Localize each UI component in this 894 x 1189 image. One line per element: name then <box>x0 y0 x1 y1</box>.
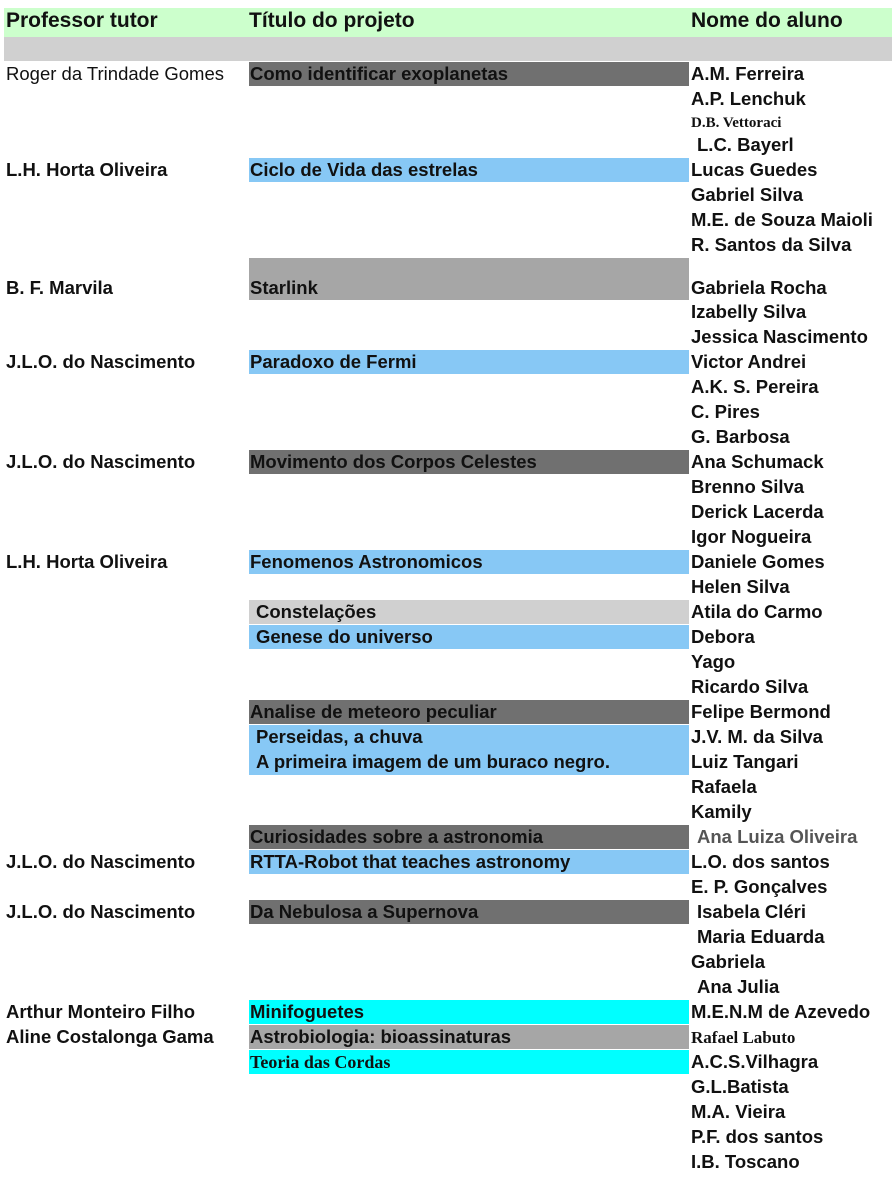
student-name: Helen Silva <box>691 576 790 597</box>
student-name: R. Santos da Silva <box>691 234 852 255</box>
project-cell <box>249 550 689 574</box>
tutor-cell: Roger da Trindade Gomes <box>6 63 225 84</box>
student-name: A.C.S.Vilhagra <box>691 1051 819 1072</box>
student-name: G.L.Batista <box>691 1076 789 1097</box>
project-title: Astrobiologia: bioassinaturas <box>250 1026 512 1047</box>
project-title: Perseidas, a chuva <box>256 726 423 747</box>
student-name: Gabriel Silva <box>691 184 804 205</box>
student-name: Izabelly Silva <box>691 301 807 322</box>
tutor-cell: Arthur Monteiro Filho <box>6 1001 196 1022</box>
project-title: Paradoxo de Fermi <box>250 351 417 372</box>
student-name: Daniele Gomes <box>691 551 825 572</box>
project-title: Como identificar exoplanetas <box>250 63 509 84</box>
project-cell <box>249 625 689 649</box>
tutor-cell: J.L.O. do Nascimento <box>6 851 196 872</box>
student-name: Ana Julia <box>697 976 780 997</box>
student-name: Victor Andrei <box>691 351 807 372</box>
student-name: Lucas Guedes <box>691 159 818 180</box>
header-project: Título do projeto <box>249 9 415 32</box>
project-cell <box>249 258 689 300</box>
student-name: Jessica Nascimento <box>691 326 868 347</box>
project-cell <box>249 1000 689 1024</box>
student-name: Igor Nogueira <box>691 526 812 547</box>
student-name: I.B. Toscano <box>691 1151 800 1172</box>
student-name: Rafaela <box>691 776 757 797</box>
student-name: A.K. S. Pereira <box>691 376 819 397</box>
student-name: Debora <box>691 626 755 647</box>
project-title: A primeira imagem de um buraco negro. <box>256 751 610 772</box>
project-title: Analise de meteoro peculiar <box>250 701 497 722</box>
tutor-cell: B. F. Marvila <box>6 277 113 298</box>
student-name: Isabela Cléri <box>697 901 807 922</box>
project-title: RTTA-Robot that teaches astronomy <box>250 851 571 872</box>
student-name: C. Pires <box>691 401 760 422</box>
student-name: Felipe Bermond <box>691 701 831 722</box>
student-name: Ana Schumack <box>691 451 824 472</box>
tutor-cell: L.H. Horta Oliveira <box>6 551 168 572</box>
student-name: M.E.N.M de Azevedo <box>691 1001 871 1022</box>
student-name: Ricardo Silva <box>691 676 809 697</box>
student-name: Maria Eduarda <box>697 926 825 947</box>
project-title: Genese do universo <box>256 626 433 647</box>
project-title: Teoria das Cordas <box>250 1052 391 1072</box>
student-name: Yago <box>691 651 736 672</box>
header-spacer <box>4 37 892 61</box>
project-title: Ciclo de Vida das estrelas <box>250 159 478 180</box>
student-name: M.A. Vieira <box>691 1101 786 1122</box>
project-title: Constelações <box>256 601 377 622</box>
project-cell <box>249 62 689 86</box>
project-cell <box>249 725 689 775</box>
student-name: Derick Lacerda <box>691 501 824 522</box>
student-name: Gabriela <box>691 951 766 972</box>
project-title: Da Nebulosa a Supernova <box>250 901 479 922</box>
header-tutor: Professor tutor <box>6 9 158 32</box>
student-name: Kamily <box>691 801 752 822</box>
table-header <box>4 8 892 37</box>
student-name: M.E. de Souza Maioli <box>691 209 873 230</box>
project-cell <box>249 900 689 924</box>
project-cell <box>249 158 689 182</box>
tutor-cell: J.L.O. do Nascimento <box>6 901 196 922</box>
tutor-cell: Aline Costalonga Gama <box>6 1026 214 1047</box>
student-name: A.P. Lenchuk <box>691 88 806 109</box>
student-name: Ana Luiza Oliveira <box>697 826 858 847</box>
project-title: Curiosidades sobre a astronomia <box>250 826 544 847</box>
student-name: Luiz Tangari <box>691 751 799 772</box>
project-cell <box>249 825 689 849</box>
project-title: Fenomenos Astronomicos <box>250 551 483 572</box>
project-cell <box>249 700 689 724</box>
tutor-cell: J.L.O. do Nascimento <box>6 351 196 372</box>
project-cell <box>249 850 689 874</box>
project-cell <box>249 350 689 374</box>
student-name: E. P. Gonçalves <box>691 876 828 897</box>
student-name: Rafael Labuto <box>691 1028 796 1047</box>
student-name: Gabriela Rocha <box>691 277 827 298</box>
project-cell <box>249 1025 689 1049</box>
project-title: Starlink <box>250 277 318 298</box>
tutor-cell: J.L.O. do Nascimento <box>6 451 196 472</box>
project-cell <box>249 600 689 624</box>
student-name: Atila do Carmo <box>691 601 823 622</box>
project-cell <box>249 1050 689 1074</box>
student-name: P.F. dos santos <box>691 1126 824 1147</box>
student-name: Brenno Silva <box>691 476 805 497</box>
student-name: L.O. dos santos <box>691 851 830 872</box>
header-student: Nome do aluno <box>691 9 843 32</box>
project-title: Minifoguetes <box>250 1001 365 1022</box>
project-cell <box>249 450 689 474</box>
student-name: J.V. M. da Silva <box>691 726 823 747</box>
student-name: G. Barbosa <box>691 426 790 447</box>
student-name: D.B. Vettoraci <box>691 115 782 131</box>
tutor-cell: L.H. Horta Oliveira <box>6 159 168 180</box>
project-title: Movimento dos Corpos Celestes <box>250 451 537 472</box>
student-name: A.M. Ferreira <box>691 63 805 84</box>
student-name: L.C. Bayerl <box>697 134 794 155</box>
